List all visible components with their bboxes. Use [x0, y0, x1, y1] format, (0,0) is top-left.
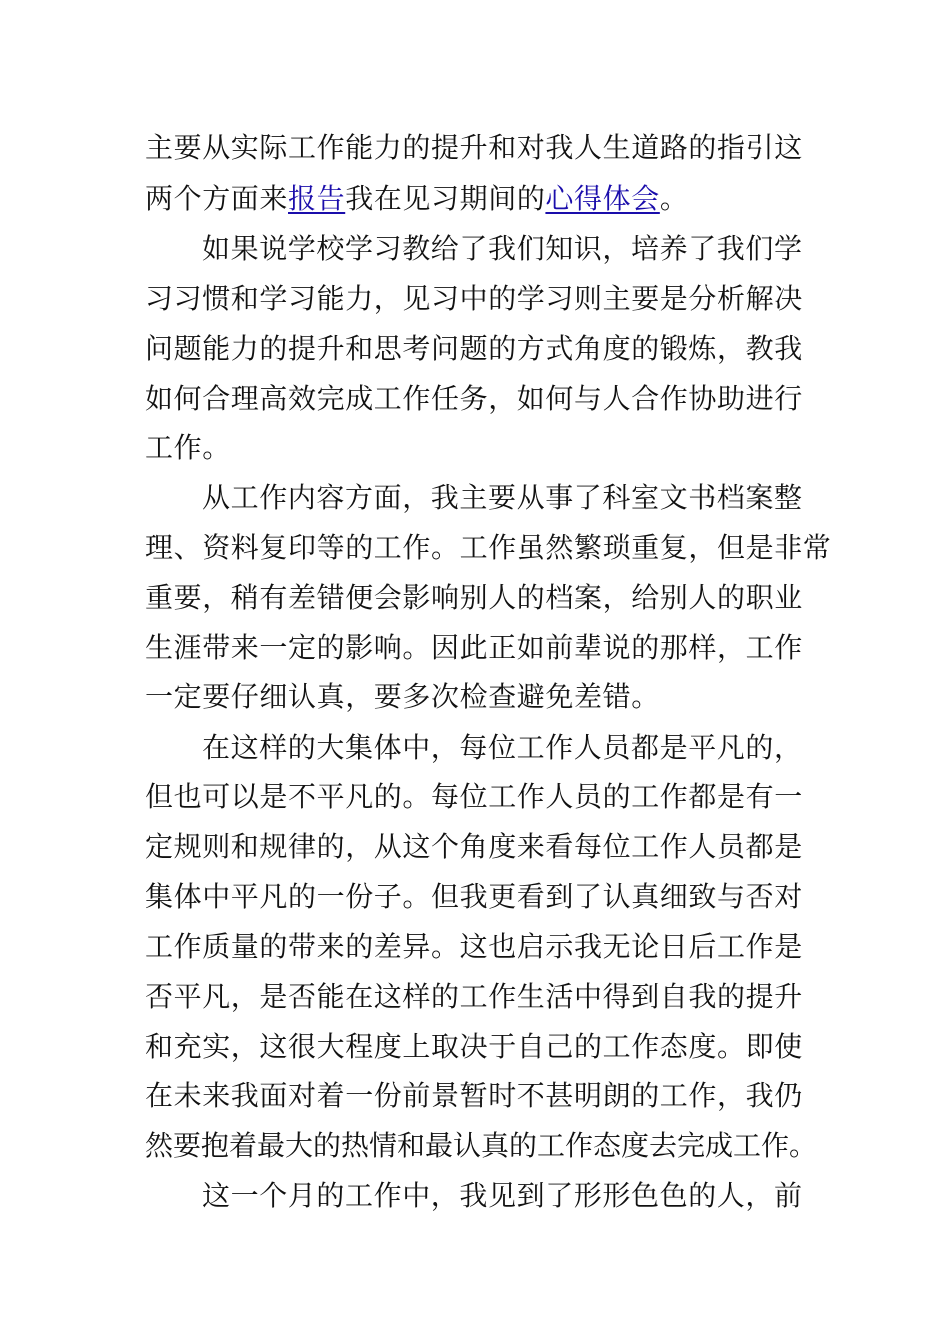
paragraph-2-line-2: 习习惯和学习能力，见习中的学习则主要是分析解决: [145, 282, 803, 315]
experience-link[interactable]: 心得体会: [545, 182, 660, 215]
paragraph-3-line-3: 重要，稍有差错便会影响别人的档案，给别人的职业: [145, 581, 803, 614]
paragraph-1-line-2: [145, 179, 815, 219]
paragraph-4-line-8: 在未来我面对着一份前景暂时不甚明朗的工作，我仍: [145, 1079, 803, 1112]
paragraph-4-line-1: 在这样的大集体中，每位工作人员都是平凡的，: [202, 731, 803, 764]
paragraph-1-line-1: 主要从实际工作能力的提升和对我人生道路的指引这: [145, 131, 803, 164]
paragraph-4-line-5: 工作质量的带来的差异。这也启示我无论日后工作是: [145, 930, 803, 963]
paragraph-2-line-1: 如果说学校学习教给了我们知识，培养了我们学: [202, 232, 803, 265]
paragraph-1-text-b: 我在见习期间的: [345, 182, 546, 215]
paragraph-3-line-2: 理、资料复印等的工作。工作虽然繁琐重复，但是非常: [145, 531, 832, 564]
paragraph-4-line-6: 否平凡，是否能在这样的工作生活中得到自我的提升: [145, 980, 803, 1013]
paragraph-2-line-3: 问题能力的提升和思考问题的方式角度的锻炼，教我: [145, 332, 803, 365]
paragraph-4-line-9: 然要抱着最大的热情和最认真的工作态度去完成工作。: [145, 1129, 818, 1162]
paragraph-4-line-7: 和充实，这很大程度上取决于自己的工作态度。即使: [145, 1030, 803, 1063]
paragraph-3-line-1: 从工作内容方面，我主要从事了科室文书档案整: [202, 481, 803, 514]
report-link[interactable]: 报告: [288, 182, 346, 215]
paragraph-4-line-3: 定规则和规律的，从这个角度来看每位工作人员都是: [145, 830, 803, 863]
paragraph-3-line-4: 生涯带来一定的影响。因此正如前辈说的那样，工作: [145, 631, 803, 664]
paragraph-4-line-4: 集体中平凡的一份子。但我更看到了认真细致与否对: [145, 880, 803, 913]
paragraph-4-line-2: 但也可以是不平凡的。每位工作人员的工作都是有一: [145, 780, 803, 813]
paragraph-2-line-4: 如何合理高效完成工作任务，如何与人合作协助进行: [145, 382, 803, 415]
paragraph-1-text-c: 。: [659, 182, 689, 215]
paragraph-5-line-1: 这一个月的工作中，我见到了形形色色的人，前: [202, 1179, 803, 1212]
paragraph-2-line-5: 工作。: [145, 431, 231, 464]
paragraph-1-text-a: 两个方面来: [145, 182, 289, 215]
paragraph-3-line-5: 一定要仔细认真，要多次检查避免差错。: [145, 680, 660, 713]
